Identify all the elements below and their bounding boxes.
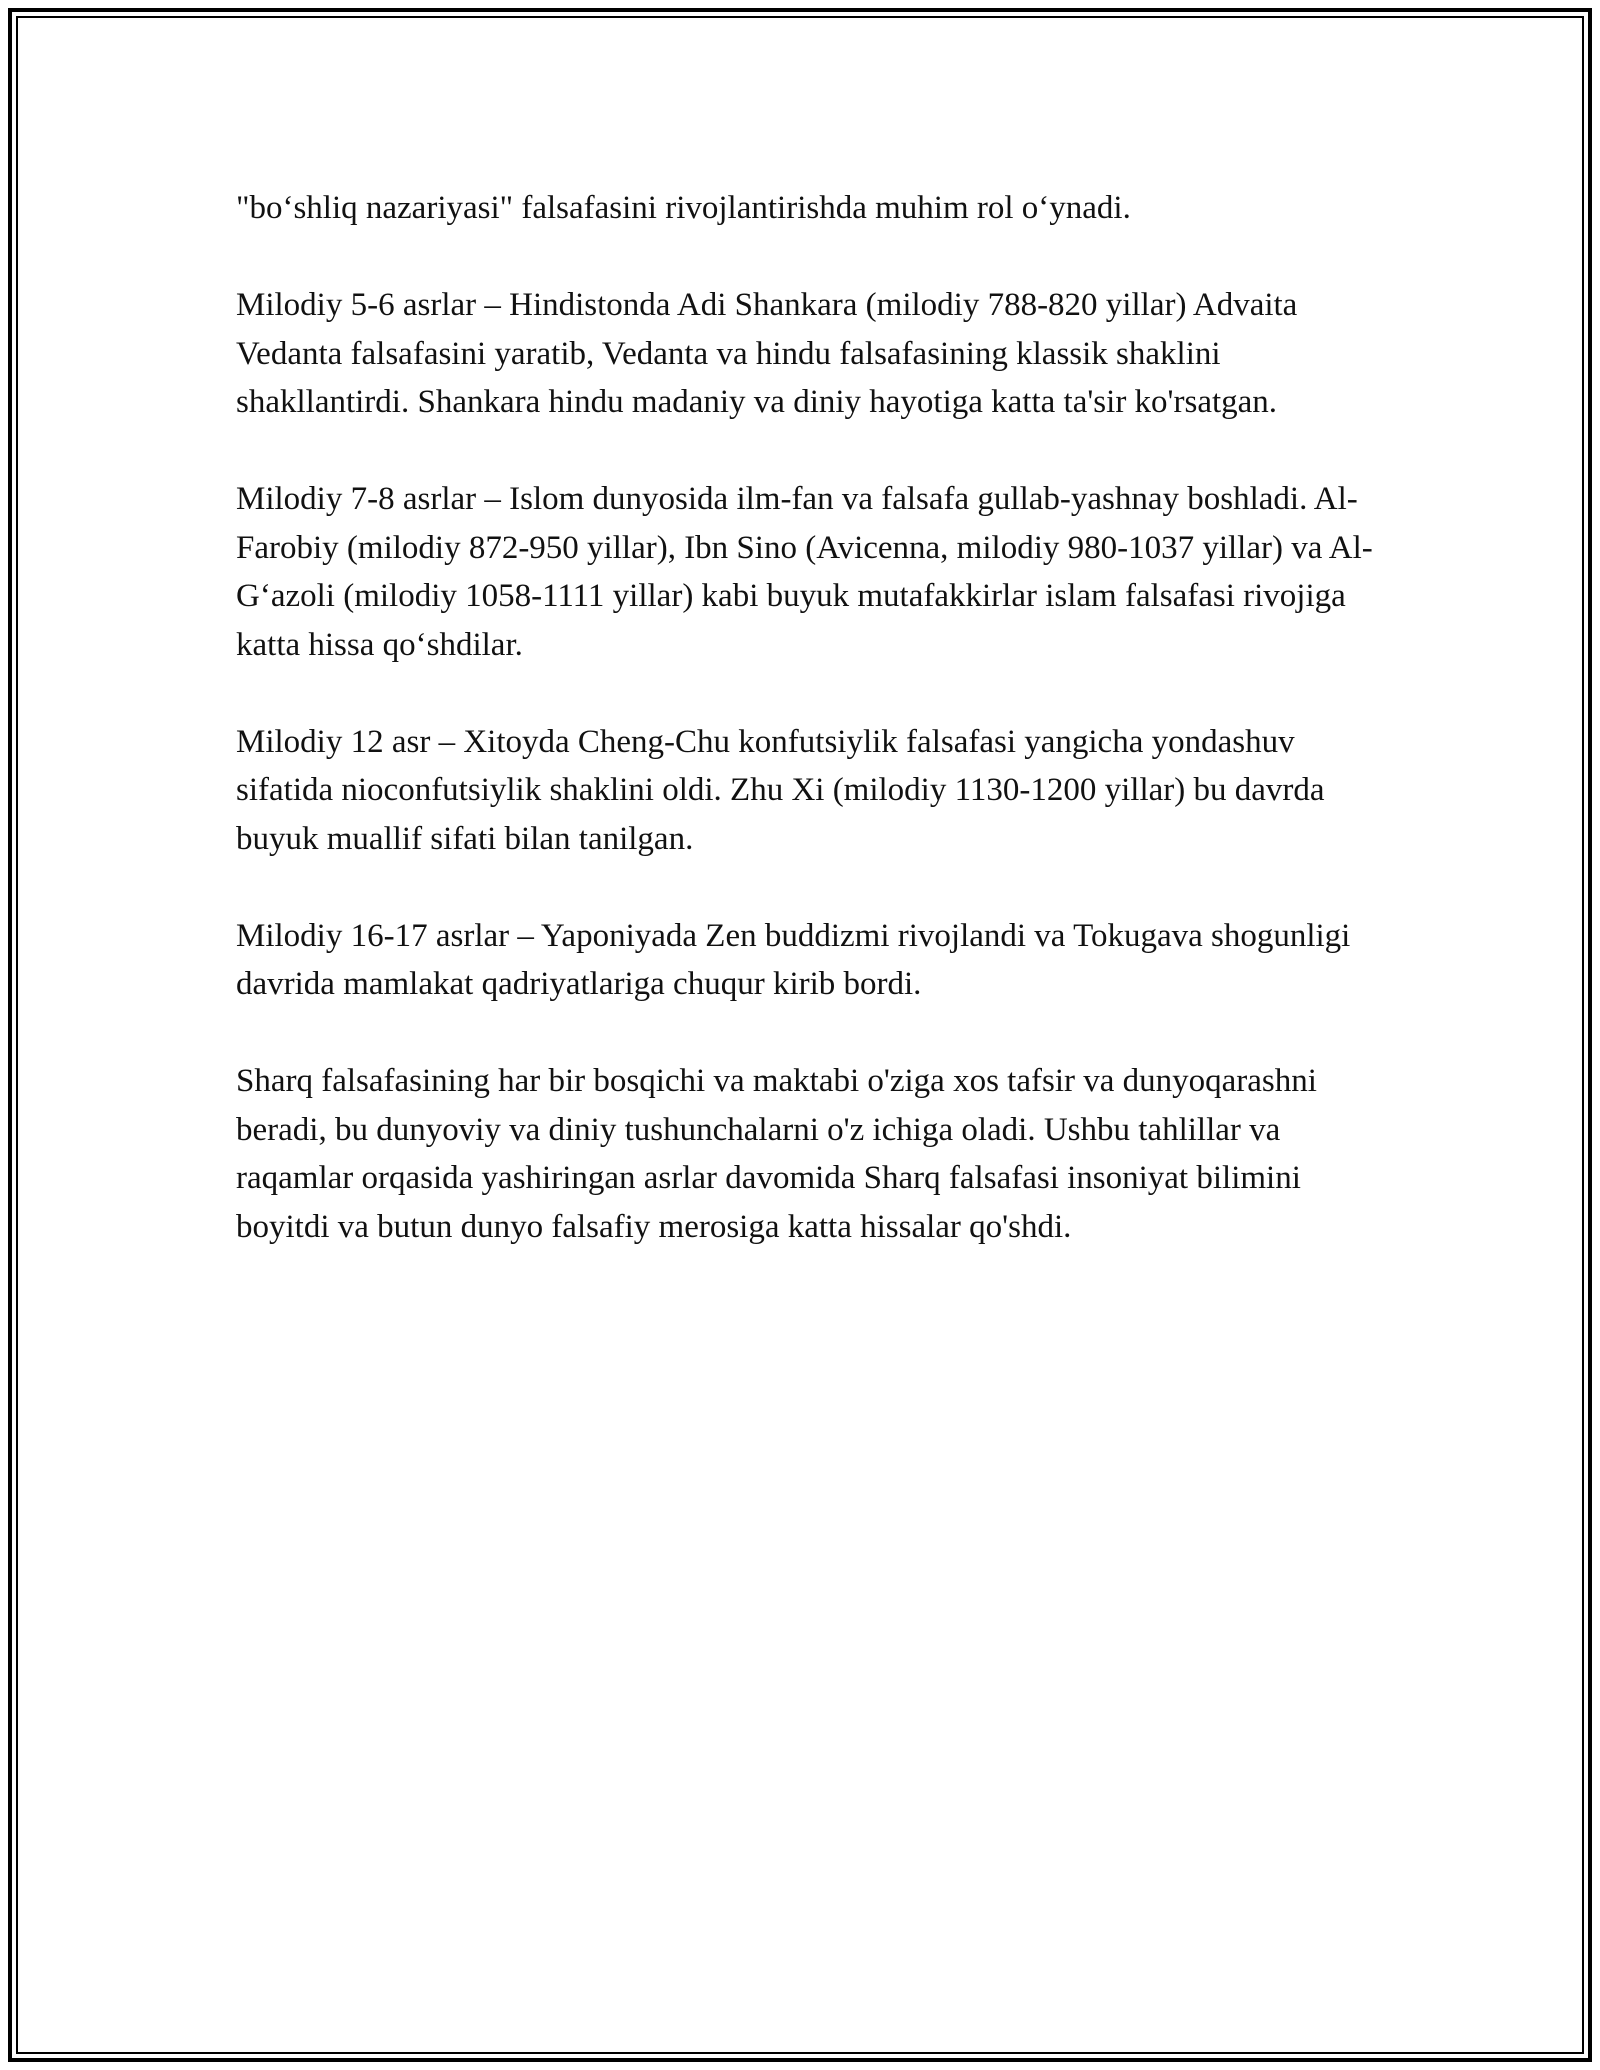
paragraph-shankara: Milodiy 5-6 asrlar – Hindistonda Adi Shankara (milodiy 788-820 yillar) Advaita Vedanta falsafasini yaratib, Vedanta va hindu falsafasining klassik shaklini shakllantirdi. Shankara hindu madaniy va diniy hayotiga katta ta'sir ko'rsatgan. [236, 287, 1298, 420]
paragraph-conclusion: Sharq falsafasining har bir bosqichi va maktabi o'ziga xos tafsir va dunyoqarashni beradi, bu dunyoviy va diniy tushunchalarni o'z ichiga oladi. Ushbu tahlillar va raqamlar orqasida yashiringan asrlar davomida Sharq falsafasi insoniyat bilimini boyitdi va butun dunyo falsafiy merosiga katta hissalar qo'shdi. [236, 1063, 1317, 1245]
document-body [236, 184, 1376, 1300]
paragraph-intro: "bo‘shliq nazariyasi" falsafasini rivojlantirishda muhim rol o‘ynadi. [236, 190, 1131, 226]
paragraph-zen-buddhism: Milodiy 16-17 asrlar – Yaponiyada Zen buddizmi rivojlandi va Tokugava shogunligi davrida mamlakat qadriyatlariga chuqur kirib bordi. [236, 917, 1351, 1002]
paragraph-neo-confucianism: Milodiy 12 asr – Xitoyda Cheng-Chu konfutsiylik falsafasi yangicha yondashuv sifatida nioconfutsiylik shaklini oldi. Zhu Xi (milodiy 1130-1200 yillar) bu davrda buyuk muallif sifati bilan tanilgan. [236, 723, 1325, 857]
paragraph-islamic-philosophy: Milodiy 7-8 asrlar – Islom dunyosida ilm-fan va falsafa gullab-yashnay boshladi. Al-Farobiy (milodiy 872-950 yillar), Ibn Sino (Avicenna, milodiy 980-1037 yillar) va Al-G‘azoli (milodiy 1058-1111 yillar) kabi buyuk mutafakkirlar islam falsafasi rivojiga katta hissa qo‘shdilar. [236, 481, 1373, 663]
